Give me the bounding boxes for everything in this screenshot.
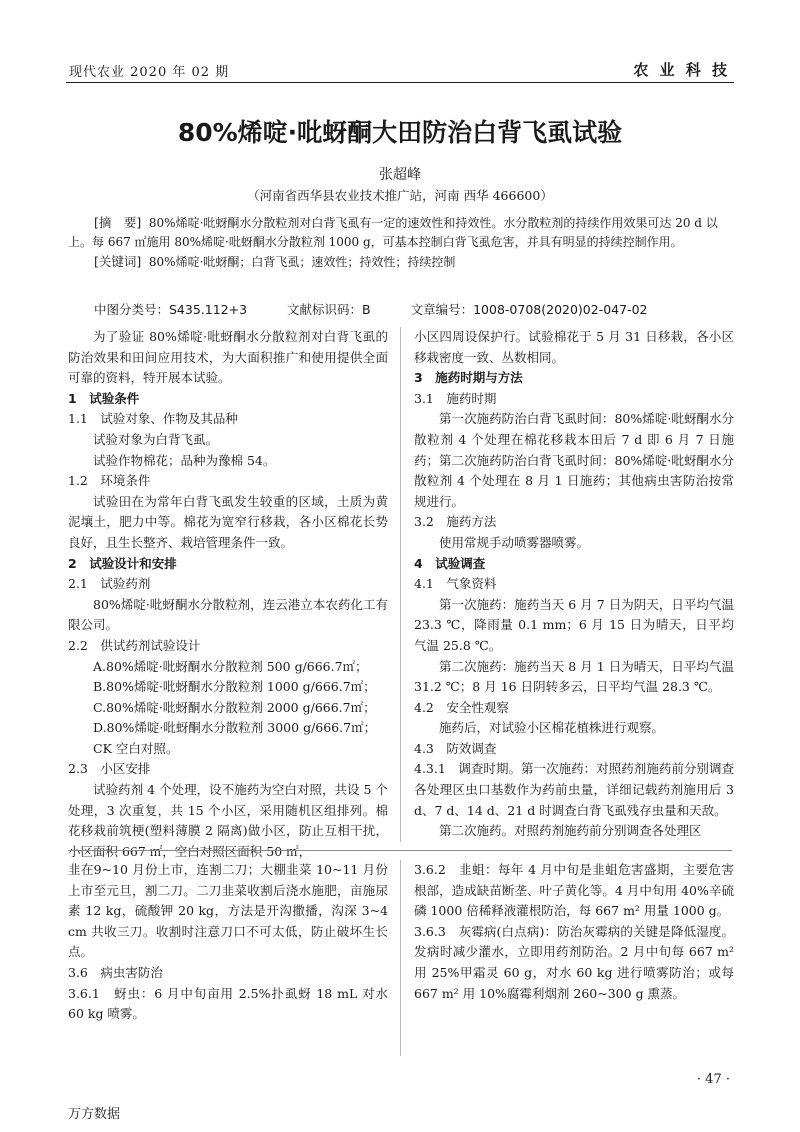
paragraph: 试验作物棉花；品种为豫棉 54。 (93, 452, 276, 468)
document-code: 文献标识码：B (287, 302, 371, 317)
list-item: C.80%烯啶·吡蚜酮水分散粒剂 2000 g/666.7㎡； (93, 699, 376, 715)
paragraph: 施药后，对试验小区棉花植株进行观察。 (439, 720, 665, 736)
abstract (68, 213, 732, 272)
page-number: · 47 · (696, 1072, 730, 1087)
paragraph: 第一次施药：施药当天 6 月 7 日为阴天，日平均气温 23.3 ℃，降雨量 0.1 mm；6 月 15 日为晴天，日平均气温 25.8 ℃。 (414, 596, 734, 653)
paragraph: 试验田在为常年白背飞虱发生较重的区域，土质为黄泥壤土，肥力中等。棉花为宽窄行移栽，各小区棉花长势良好，且生长整齐、栽培管理条件一致。 (68, 493, 388, 550)
section-heading: 4 试验调查 (414, 555, 486, 571)
keywords-text: 80%烯啶·吡蚜酮；白背飞虱；速效性；持效性；持续控制 (148, 255, 456, 269)
column-right-bottom (414, 860, 734, 1004)
column-right-top (414, 327, 734, 842)
list-item: CK 空白对照。 (93, 740, 179, 756)
article-meta (94, 300, 684, 318)
subsection-heading: 2.3 小区安排 (68, 761, 151, 777)
column-left-top (68, 327, 388, 862)
header-rule (66, 82, 734, 83)
keywords-label: [关键词] (94, 254, 142, 269)
subsection-heading: 2.2 供试药剂试验设计 (68, 637, 201, 653)
paragraph: 3.6.1 蚜虫：6 月中旬亩用 2.5%扑虱蚜 18 mL 对水 60 kg 喷雾。 (68, 985, 388, 1022)
author: 张超峰 (379, 167, 421, 183)
subsection-heading: 3.1 施药时期 (414, 390, 497, 406)
article-number: 文章编号：1008-0708(2020)02-047-02 (410, 302, 648, 317)
section-divider (68, 850, 732, 851)
watermark: 万方数据 (68, 1107, 121, 1122)
section-heading: 3 施药时期与方法 (414, 370, 523, 386)
list-item: D.80%烯啶·吡蚜酮水分散粒剂 3000 g/666.7㎡； (93, 720, 377, 736)
column-separator (400, 860, 401, 1056)
subsection-heading: 1.2 环境条件 (68, 473, 151, 489)
subsection-heading: 4.1 气象资料 (414, 576, 497, 592)
list-item: A.80%烯啶·吡蚜酮水分散粒剂 500 g/666.7㎡； (93, 658, 368, 674)
paragraph: 4.3.1 调查时期。第一次施药：对照药剂施药前分别调查各处理区虫口基数作为药前虫量，详细记载药剂施用后 3 d、7 d、14 d、21 d 时调查白背飞虱残存虫量和天敌。 (414, 761, 734, 818)
journal-issue: 现代农业 2020 年 02 期 (69, 65, 230, 80)
subsection-heading: 4.3 防效调查 (414, 740, 497, 756)
affiliation: （河南省西华县农业技术推广站，河南 西华 466600） (247, 188, 553, 203)
subsection-heading: 1.1 试验对象、作物及其品种 (68, 411, 238, 427)
paragraph: 第二次施药：施药当天 8 月 1 日为晴天，日平均气温31.2 ℃；8 月 16 日阴转多云，日平均气温 28.3 ℃。 (414, 658, 734, 695)
subsection-heading: 3.2 施药方法 (414, 514, 497, 530)
subsection-heading: 3.6 病虫害防治 (68, 964, 163, 980)
abstract-label: [摘 要] (94, 215, 142, 230)
clc-number: 中图分类号：S435.112+3 (94, 302, 248, 317)
paragraph: 第一次施药防治白背飞虱时间：80%烯啶·吡蚜酮水分散粒剂 4 个处理在棉花移栽本田后 7 d 即 6 月 7 日施药；第二次施药防治白背飞虱时间：80%烯啶·吡蚜酮水分散粒剂 4 个处理在 8 月 1 日施药；其他病虫害防治按常规进行。 (414, 411, 734, 509)
paragraph: 试验对象为白背飞虱。 (93, 431, 219, 447)
paragraph: 韭在9~10 月份上市，连割二刀；大棚韭菜 10~11 月份上市至元旦，割二刀。二刀韭菜收割后浇水施肥，亩施尿素 12 kg，硫酸钾 20 kg，方法是开沟撒播，沟深 3~4 cm 共收三刀。收割时注意刀口不可太低，防止破坏生长点。 (68, 862, 388, 960)
paragraph: 第二次施药。对照药剂施药前分别调查各处理区 (439, 823, 702, 839)
paragraph: 为了验证 80%烯啶·吡蚜酮水分散粒剂对白背飞虱的防治效果和田间应用技术，为大面积推广和使用提供全面可靠的资料，特开展本试验。 (68, 329, 388, 386)
paragraph: 80%烯啶·吡蚜酮水分散粒剂，连云港立本农药化工有限公司。 (68, 596, 388, 633)
column-left-bottom (68, 860, 388, 1025)
section-title: 农 业 科 技 (633, 61, 730, 79)
column-separator (400, 327, 401, 842)
paragraph: 使用常规手动喷雾器喷雾。 (439, 534, 590, 550)
section-heading: 2 试验设计和安排 (68, 555, 177, 571)
list-item: B.80%烯啶·吡蚜酮水分散粒剂 1000 g/666.7㎡； (93, 679, 376, 695)
section-heading: 1 试验条件 (68, 390, 140, 406)
subsection-heading: 4.2 安全性观察 (414, 699, 509, 715)
paragraph: 小区四周设保护行。试验棉花于 5 月 31 日移栽，各小区移栽密度一致、丛数相同。 (414, 329, 734, 365)
paragraph: 试验药剂 4 个处理，设不施药为空白对照，共设 5 个处理，3 次重复，共 15 个小区，采用随机区组排列。棉花移栽前筑梗(塑料薄膜 2 隔离)做小区，防止互相干扰，小区面积 667 ㎡，空白对照区面积 50 ㎡， (68, 782, 388, 859)
article-title: 80%烯啶·吡蚜酮大田防治白背飞虱试验 (177, 118, 623, 147)
paragraph: 3.6.3 灰霉病(白点病)：防治灰霉病的关键是降低湿度。发病时减少灌水，立即用药剂防治。2 月中旬每 667 m² 用 25%甲霜灵 60 g，对水 60 kg 进行喷雾防治；或每 667 m² 用 10%腐霉利烟剂 260~300 g 熏蒸。 (414, 923, 734, 1001)
paragraph: 3.6.2 韭蛆：每年 4 月中旬是韭蛆危害盛期，主要危害根部，造成缺苗断垄、叶子黄化等。4 月中旬用 40%辛硫磷 1000 倍稀释液灌根防治，每 667 m² 用量 1000 g。 (414, 862, 734, 919)
subsection-heading: 2.1 试验药剂 (68, 576, 151, 592)
abstract-text: 80%烯啶·吡蚜酮水分散粒剂对白背飞虱有一定的速效性和持效性。水分散粒剂的持续作用效果可达 20 d 以上。每 667 ㎡施用 80%烯啶·吡蚜酮水分散粒剂 1000 g，可基本控制白背飞虱危害，并具有明显的持续控制作用。 (68, 216, 718, 249)
